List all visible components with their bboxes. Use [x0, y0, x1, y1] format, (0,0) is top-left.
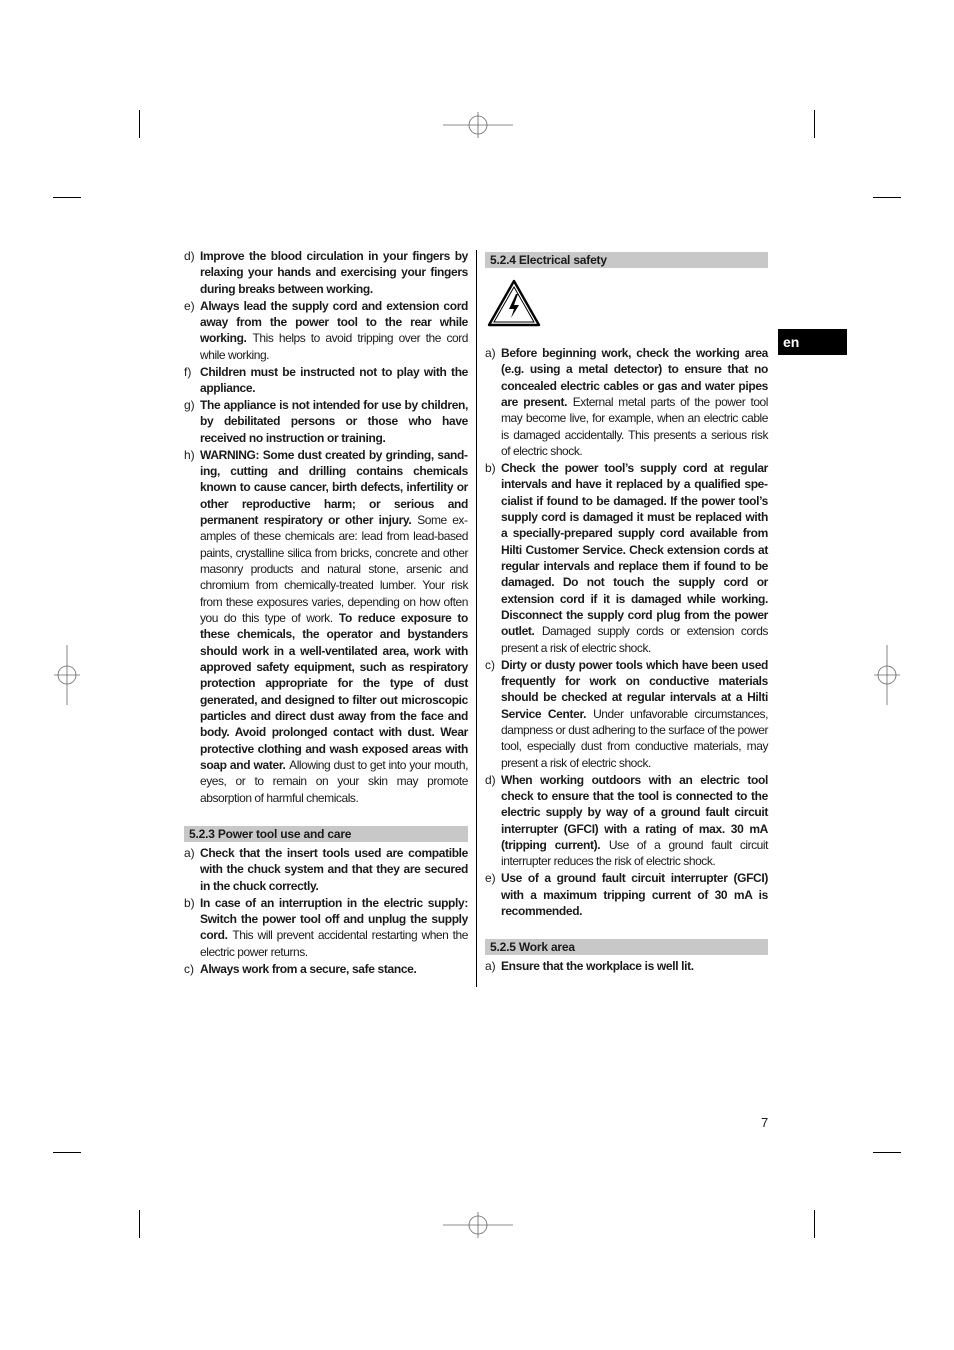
list-item: g) The appliance is not intended for use by children, by debilitated persons or those who have received no instruction or training. [184, 397, 468, 445]
crop-mark [53, 1152, 81, 1153]
registration-mark-icon [443, 1210, 513, 1240]
list-item: c) Dirty or dusty power tools which have been used frequently for work on conductive materials should be checked at regular intervals at a Hilti Service Center. Under unfavorable circumstances, dampness or dust adhering to the surface of the power tool, especially dust from conductive materials, may present a risk of electric shock. [485, 657, 768, 770]
right-column [485, 252, 768, 975]
list-item: e) Use of a ground fault circuit interrupter (GFCI) with a maximum tripping current of 30 mA is recommended. [485, 871, 768, 919]
crop-mark [814, 110, 815, 138]
list-item: d) When working outdoors with an electric tool check to ensure that the tool is connected to the electric supply by way of a ground fault circuit interrupter (GFCI) with a rating of max. 30 mA (tripping current). Use of a ground fault circuit interrupter reduces the risk of electric shock. [485, 772, 769, 869]
crop-mark [873, 1152, 901, 1153]
list-item: d) Improve the blood circulation in your fingers by relaxing your hands and exercising your fingers during breaks between working. [184, 249, 468, 296]
list-item: a) Ensure that the workplace is well lit. [485, 959, 694, 974]
crop-mark [814, 1210, 815, 1238]
list-item: b) In case of an interruption in the electric supply: Switch the power tool off and unplug the supply cord. This will prevent accidental restarting when the electric power returns. [184, 895, 468, 959]
list-item: f) Children must be instructed not to play with the appliance. [184, 364, 468, 395]
list-item: e) Always lead the supply cord and extension cord away from the power tool to the rear while working. This helps to avoid tripping over the cord while working. [184, 298, 468, 362]
section-heading: 5.2.5 Work area [485, 939, 768, 955]
list-item: a) Check that the insert tools used are compatible with the chuck system and that they are secured in the chuck correctly. [184, 846, 468, 893]
list-item: c) Always work from a secure, safe stance. [184, 961, 417, 976]
registration-mark-icon [52, 645, 82, 705]
crop-mark [53, 197, 81, 198]
crop-mark [873, 197, 901, 198]
registration-mark-icon [443, 110, 513, 140]
section-heading: 5.2.4 Electrical safety [485, 252, 768, 268]
left-column [184, 248, 468, 978]
crop-mark [139, 110, 140, 138]
crop-mark [139, 1210, 140, 1238]
list-item: a) Before beginning work, check the working area (e.g. using a metal detector) to ensure that no concealed electric cables or gas and water pipes are present. External metal parts of the power tool may become live, for example, when an electric cable is damaged accidentally. This presents a serious risk of electric shock. [485, 346, 768, 459]
registration-mark-icon [872, 645, 902, 705]
column-divider [476, 250, 477, 987]
list-item: h) WARNING: Some dust created by grinding, sanding, cutting and drilling contains chemicals known to cause cancer, birth defects, infertility or other reproductive harm; or serious and permanent respiratory or other injury. Some examples of these chemicals are: lead from lead-based paints, crystalline silica from bricks, concrete and other masonry products and natural stone, arsenic and chromium from chemically-treated lumber. Your risk from these exposures varies, depending on how often you do this type of work. To reduce exposure to these chemicals, the operator and bystanders should work in a well-ventilated area, work with approved safety equipment, such as respiratory protection appropriate for the type of dust generated, and designed to filter out microscopic particles and direct dust away from the face and body. Avoid prolonged contact with dust. Wear protective clothing and wash exposed areas with soap and water. Allowing dust to get into your mouth, eyes, or to remain on your skin may promote absorption of harmful chemicals. [184, 447, 468, 805]
language-tab: en [778, 329, 847, 355]
page-number: 7 [761, 1115, 769, 1130]
list-item: b) Check the power tool’s supply cord at regular intervals and have it replaced by a qualified specialist if found to be damaged. If the power tool’s supply cord is damaged it must be replaced with a specially-prepared supply cord available from Hilti Customer Service. Check extension cords at regular intervals and replace them if found to be damaged. Do not touch the supply cord or extension cord if it is damaged while working. Disconnect the supply cord plug from the power outlet. Damaged supply cords or extension cords present a risk of electric shock. [485, 461, 768, 655]
section-heading: 5.2.3 Power tool use and care [184, 826, 468, 842]
high-voltage-warning-icon [487, 279, 541, 327]
